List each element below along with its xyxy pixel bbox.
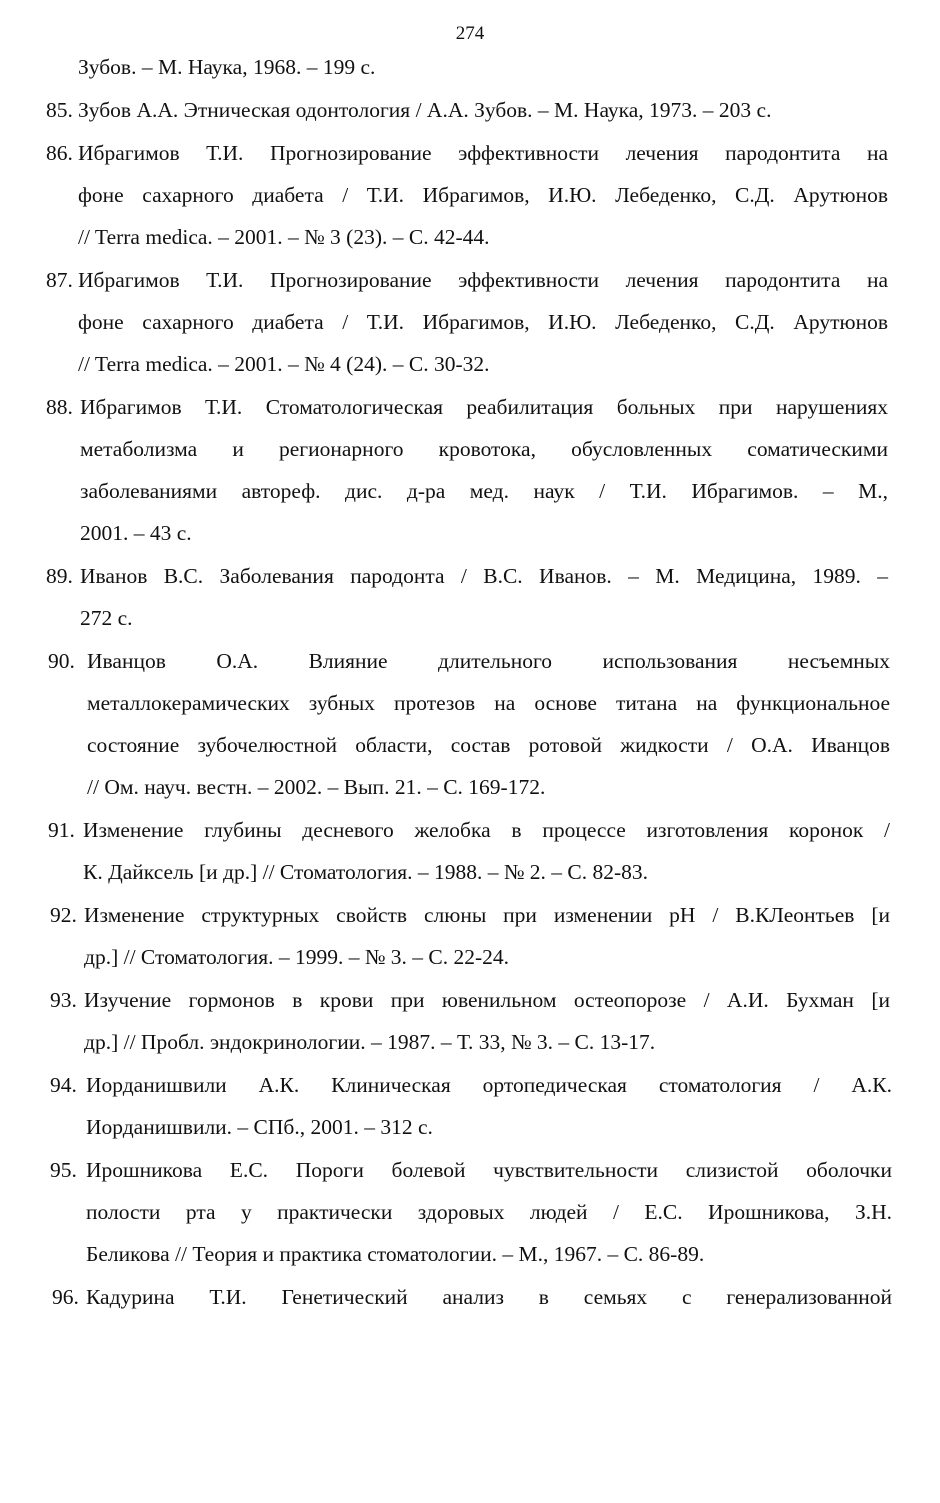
reference-text-line: Изменение структурных свойств слюны при изменении pH / В.КЛеонтьев [и — [84, 903, 890, 927]
reference-text-line: др.] // Пробл. эндокринологии. – 1987. – Т. 33, № 3. – С. 13-17. — [84, 1030, 656, 1054]
reference-text-line: фоне сахарного диабета / Т.И. Ибрагимов, И.Ю. Лебеденко, С.Д. Арутюнов — [78, 310, 888, 334]
reference-text-line: Изменение глубины десневого желобка в процессе изготовления коронок / — [83, 818, 890, 842]
reference-number: 94. — [50, 1073, 77, 1097]
reference-text-line: металлокерамических зубных протезов на основе титана на функциональное — [87, 691, 890, 715]
reference-number: 89. — [46, 564, 73, 588]
reference-entry — [0, 259, 940, 385]
reference-number: 95. — [50, 1158, 77, 1182]
reference-number: 93. — [50, 988, 77, 1012]
reference-text-line: Зубов А.А. Этническая одонтология / А.А. Зубов. – М. Наука, 1973. – 203 с. — [78, 98, 772, 122]
reference-text-line: полости рта у практически здоровых людей / Е.С. Ирошникова, З.Н. — [86, 1200, 892, 1224]
reference-text-line: Иорданишвили. – СПб., 2001. – 312 с. — [86, 1115, 433, 1139]
reference-text-line: фоне сахарного диабета / Т.И. Ибрагимов, И.Ю. Лебеденко, С.Д. Арутюнов — [78, 183, 888, 207]
reference-entry — [0, 555, 940, 639]
reference-entry — [0, 894, 940, 978]
reference-entry — [0, 386, 940, 554]
reference-number: 91. — [48, 818, 75, 842]
reference-number: 86. — [46, 141, 73, 165]
reference-entry — [0, 640, 940, 808]
reference-text-line: // Ом. науч. вестн. – 2002. – Вып. 21. – С. 169-172. — [87, 775, 546, 799]
reference-text-line: Иванов В.С. Заболевания пародонта / В.С. Иванов. – М. Медицина, 1989. – — [80, 564, 888, 588]
reference-text-line: Ибрагимов Т.И. Прогнозирование эффективности лечения пародонтита на — [78, 268, 888, 292]
reference-text-line: др.] // Стоматология. – 1999. – № 3. – С. 22-24. — [84, 945, 510, 969]
reference-number: 92. — [50, 903, 77, 927]
reference-text-line: Изучение гормонов в крови при ювенильном остеопорозе / А.И. Бухман [и — [84, 988, 890, 1012]
reference-number: 85. — [46, 98, 73, 122]
reference-number: 90. — [48, 649, 75, 673]
reference-text-line: Иорданишвили А.К. Клиническая ортопедическая стоматология / А.К. — [86, 1073, 892, 1097]
page-number: 274 — [455, 23, 485, 44]
reference-text-line: метаболизма и регионарного кровотока, обусловленных соматическими — [80, 437, 888, 461]
reference-entry — [0, 979, 940, 1063]
reference-text-line: Ибрагимов Т.И. Прогнозирование эффективности лечения пародонтита на — [78, 141, 888, 165]
reference-text-line: Кадурина Т.И. Генетический анализ в семьях с генерализованной — [86, 1285, 892, 1309]
reference-text-line: Беликова // Теория и практика стоматологии. – М., 1967. – С. 86-89. — [86, 1242, 705, 1266]
reference-text-line: состояние зубочелюстной области, состав ротовой жидкости / О.А. Иванцов — [87, 733, 890, 757]
reference-text-line: Ибрагимов Т.И. Стоматологическая реабилитация больных при нарушениях — [80, 395, 888, 419]
reference-text-line: // Terra medica. – 2001. – № 4 (24). – С. 30-32. — [78, 352, 490, 376]
reference-entry — [0, 1149, 940, 1275]
reference-number: 96. — [52, 1285, 79, 1309]
reference-number: 88. — [46, 395, 73, 419]
reference-list — [0, 46, 940, 1319]
reference-text-line: Ирошникова Е.С. Пороги болевой чувствительности слизистой оболочки — [86, 1158, 892, 1182]
reference-text-line: Иванцов О.А. Влияние длительного использования несъемных — [87, 649, 890, 673]
reference-entry — [0, 1276, 940, 1318]
reference-text-line: 2001. – 43 с. — [80, 521, 192, 545]
reference-entry — [0, 132, 940, 258]
reference-entry — [0, 46, 940, 88]
reference-text-line: заболеваниями автореф. дис. д-ра мед. наук / Т.И. Ибрагимов. – М., — [80, 479, 888, 503]
reference-text-line: Зубов. – М. Наука, 1968. – 199 с. — [78, 55, 376, 79]
reference-text-line: 272 с. — [80, 606, 133, 630]
reference-text-line: К. Дайксель [и др.] // Стоматология. – 1988. – № 2. – С. 82-83. — [83, 860, 649, 884]
reference-text-line: // Terra medica. – 2001. – № 3 (23). – С. 42-44. — [78, 225, 490, 249]
reference-entry — [0, 89, 940, 131]
reference-entry — [0, 809, 940, 893]
reference-number: 87. — [46, 268, 73, 292]
reference-entry — [0, 1064, 940, 1148]
